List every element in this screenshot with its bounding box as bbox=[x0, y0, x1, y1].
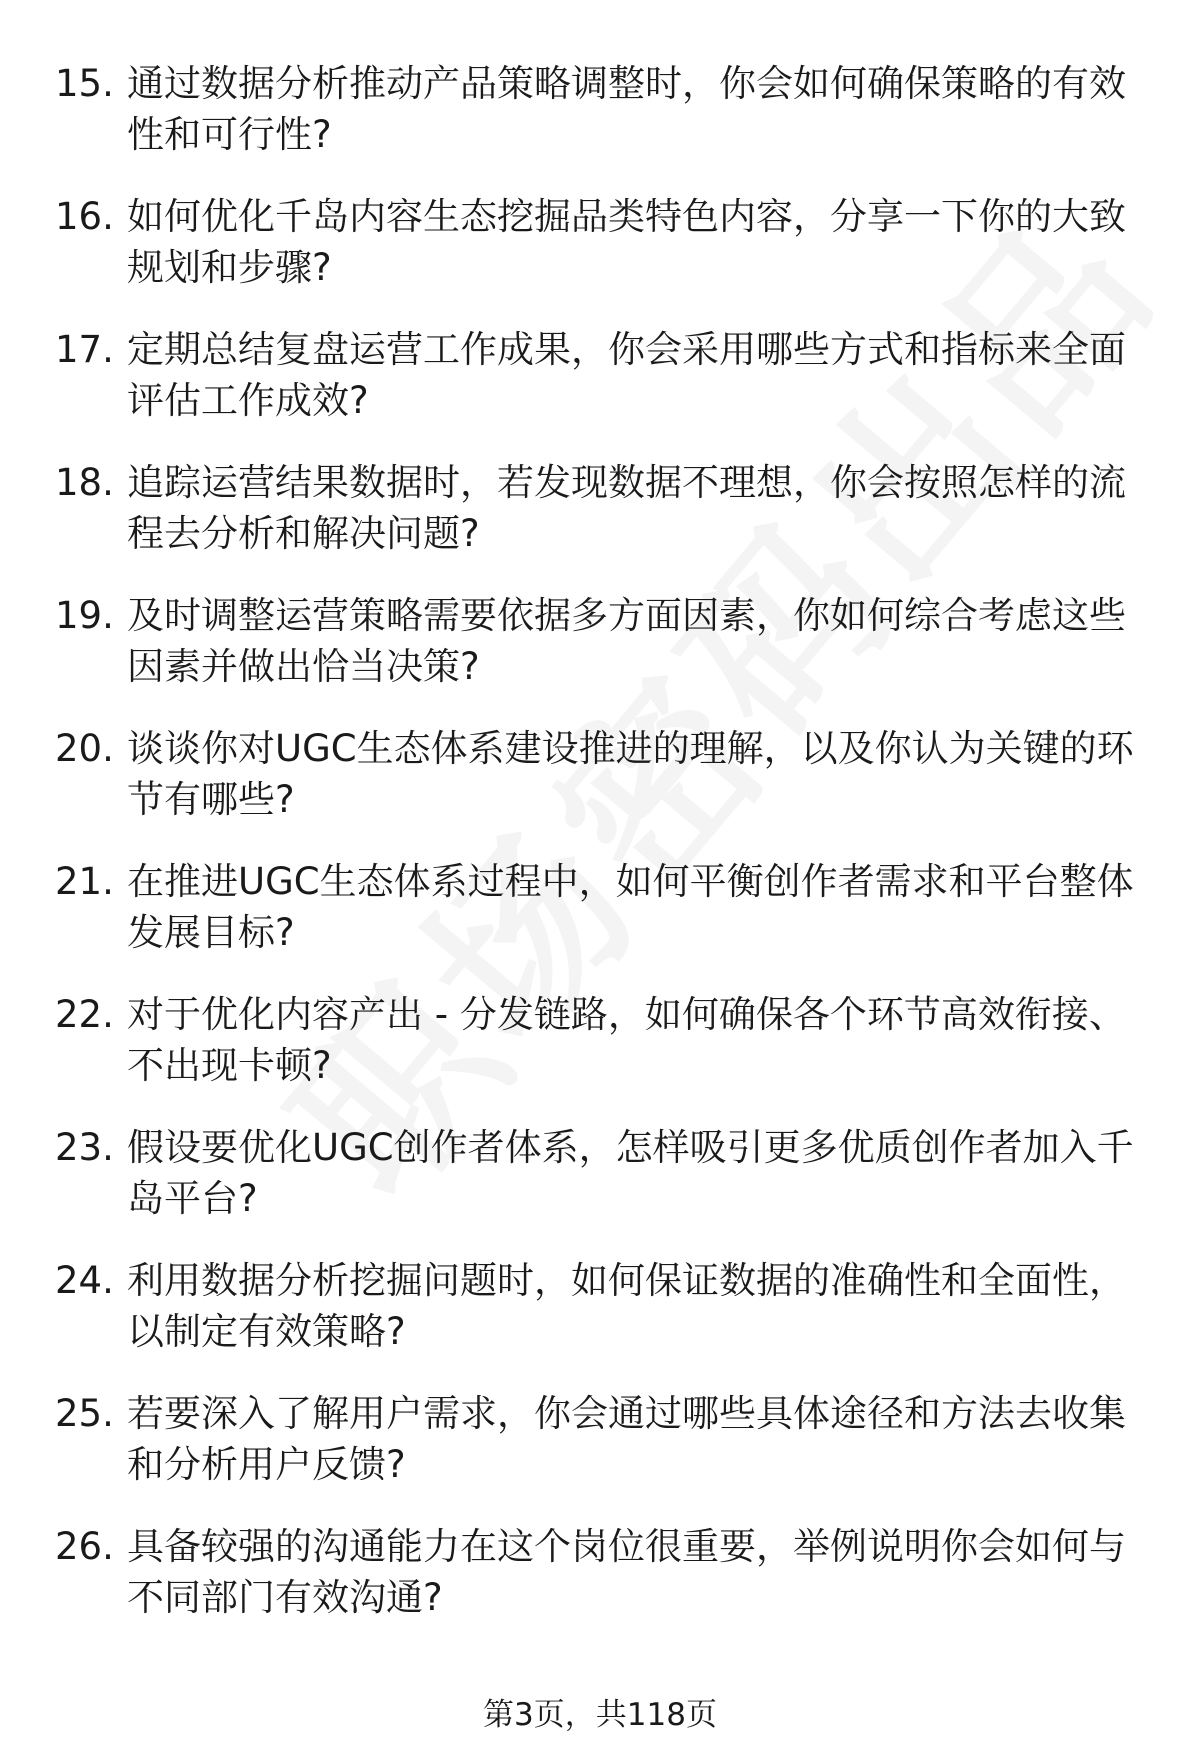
list-item bbox=[55, 1388, 1150, 1521]
question-number: 16. bbox=[55, 195, 114, 238]
page-footer: 第3页，共118页 bbox=[483, 1697, 717, 1733]
question-number: 19. bbox=[55, 594, 114, 637]
question-text: 谈谈你对UGC生态体系建设推进的理解，以及你认为关键的环节有哪些? bbox=[127, 727, 1134, 821]
question-text: 具备较强的沟通能力在这个岗位很重要，举例说明你会如何与不同部门有效沟通? bbox=[127, 1525, 1126, 1619]
question-text: 在推进UGC生态体系过程中，如何平衡创作者需求和平台整体发展目标? bbox=[127, 860, 1134, 954]
question-number: 25. bbox=[55, 1392, 114, 1435]
question-number: 18. bbox=[55, 461, 114, 504]
list-item bbox=[55, 457, 1150, 590]
list-item bbox=[55, 324, 1150, 457]
question-number: 22. bbox=[55, 993, 114, 1036]
list-item bbox=[55, 1255, 1150, 1388]
question-number: 23. bbox=[55, 1126, 114, 1169]
question-text: 及时调整运营策略需要依据多方面因素，你如何综合考虑这些因素并做出恰当决策? bbox=[127, 594, 1126, 688]
question-number: 17. bbox=[55, 328, 114, 371]
question-number: 21. bbox=[55, 860, 114, 903]
question-text: 假设要优化UGC创作者体系，怎样吸引更多优质创作者加入千岛平台? bbox=[127, 1126, 1134, 1220]
list-item bbox=[55, 1122, 1150, 1255]
question-number: 20. bbox=[55, 727, 114, 770]
list-item bbox=[55, 1521, 1150, 1654]
list-item bbox=[55, 590, 1150, 723]
question-text: 如何优化千岛内容生态挖掘品类特色内容，分享一下你的大致规划和步骤? bbox=[127, 195, 1126, 289]
question-text: 通过数据分析推动产品策略调整时，你会如何确保策略的有效性和可行性? bbox=[127, 62, 1126, 156]
question-text: 利用数据分析挖掘问题时，如何保证数据的准确性和全面性，以制定有效策略? bbox=[127, 1259, 1126, 1353]
list-item bbox=[55, 989, 1150, 1122]
question-text: 对于优化内容产出 - 分发链路，如何确保各个环节高效衔接、不出现卡顿? bbox=[127, 993, 1126, 1087]
list-item bbox=[55, 191, 1150, 324]
question-text: 若要深入了解用户需求，你会通过哪些具体途径和方法去收集和分析用户反馈? bbox=[127, 1392, 1126, 1486]
question-text: 定期总结复盘运营工作成果，你会采用哪些方式和指标来全面评估工作成效? bbox=[127, 328, 1126, 422]
question-number: 24. bbox=[55, 1259, 114, 1302]
question-text: 追踪运营结果数据时，若发现数据不理想，你会按照怎样的流程去分析和解决问题? bbox=[127, 461, 1126, 555]
question-list bbox=[55, 58, 1150, 1654]
question-number: 26. bbox=[55, 1525, 114, 1568]
list-item bbox=[55, 723, 1150, 856]
question-number: 15. bbox=[55, 62, 114, 105]
list-item bbox=[55, 856, 1150, 989]
list-item bbox=[55, 58, 1150, 191]
